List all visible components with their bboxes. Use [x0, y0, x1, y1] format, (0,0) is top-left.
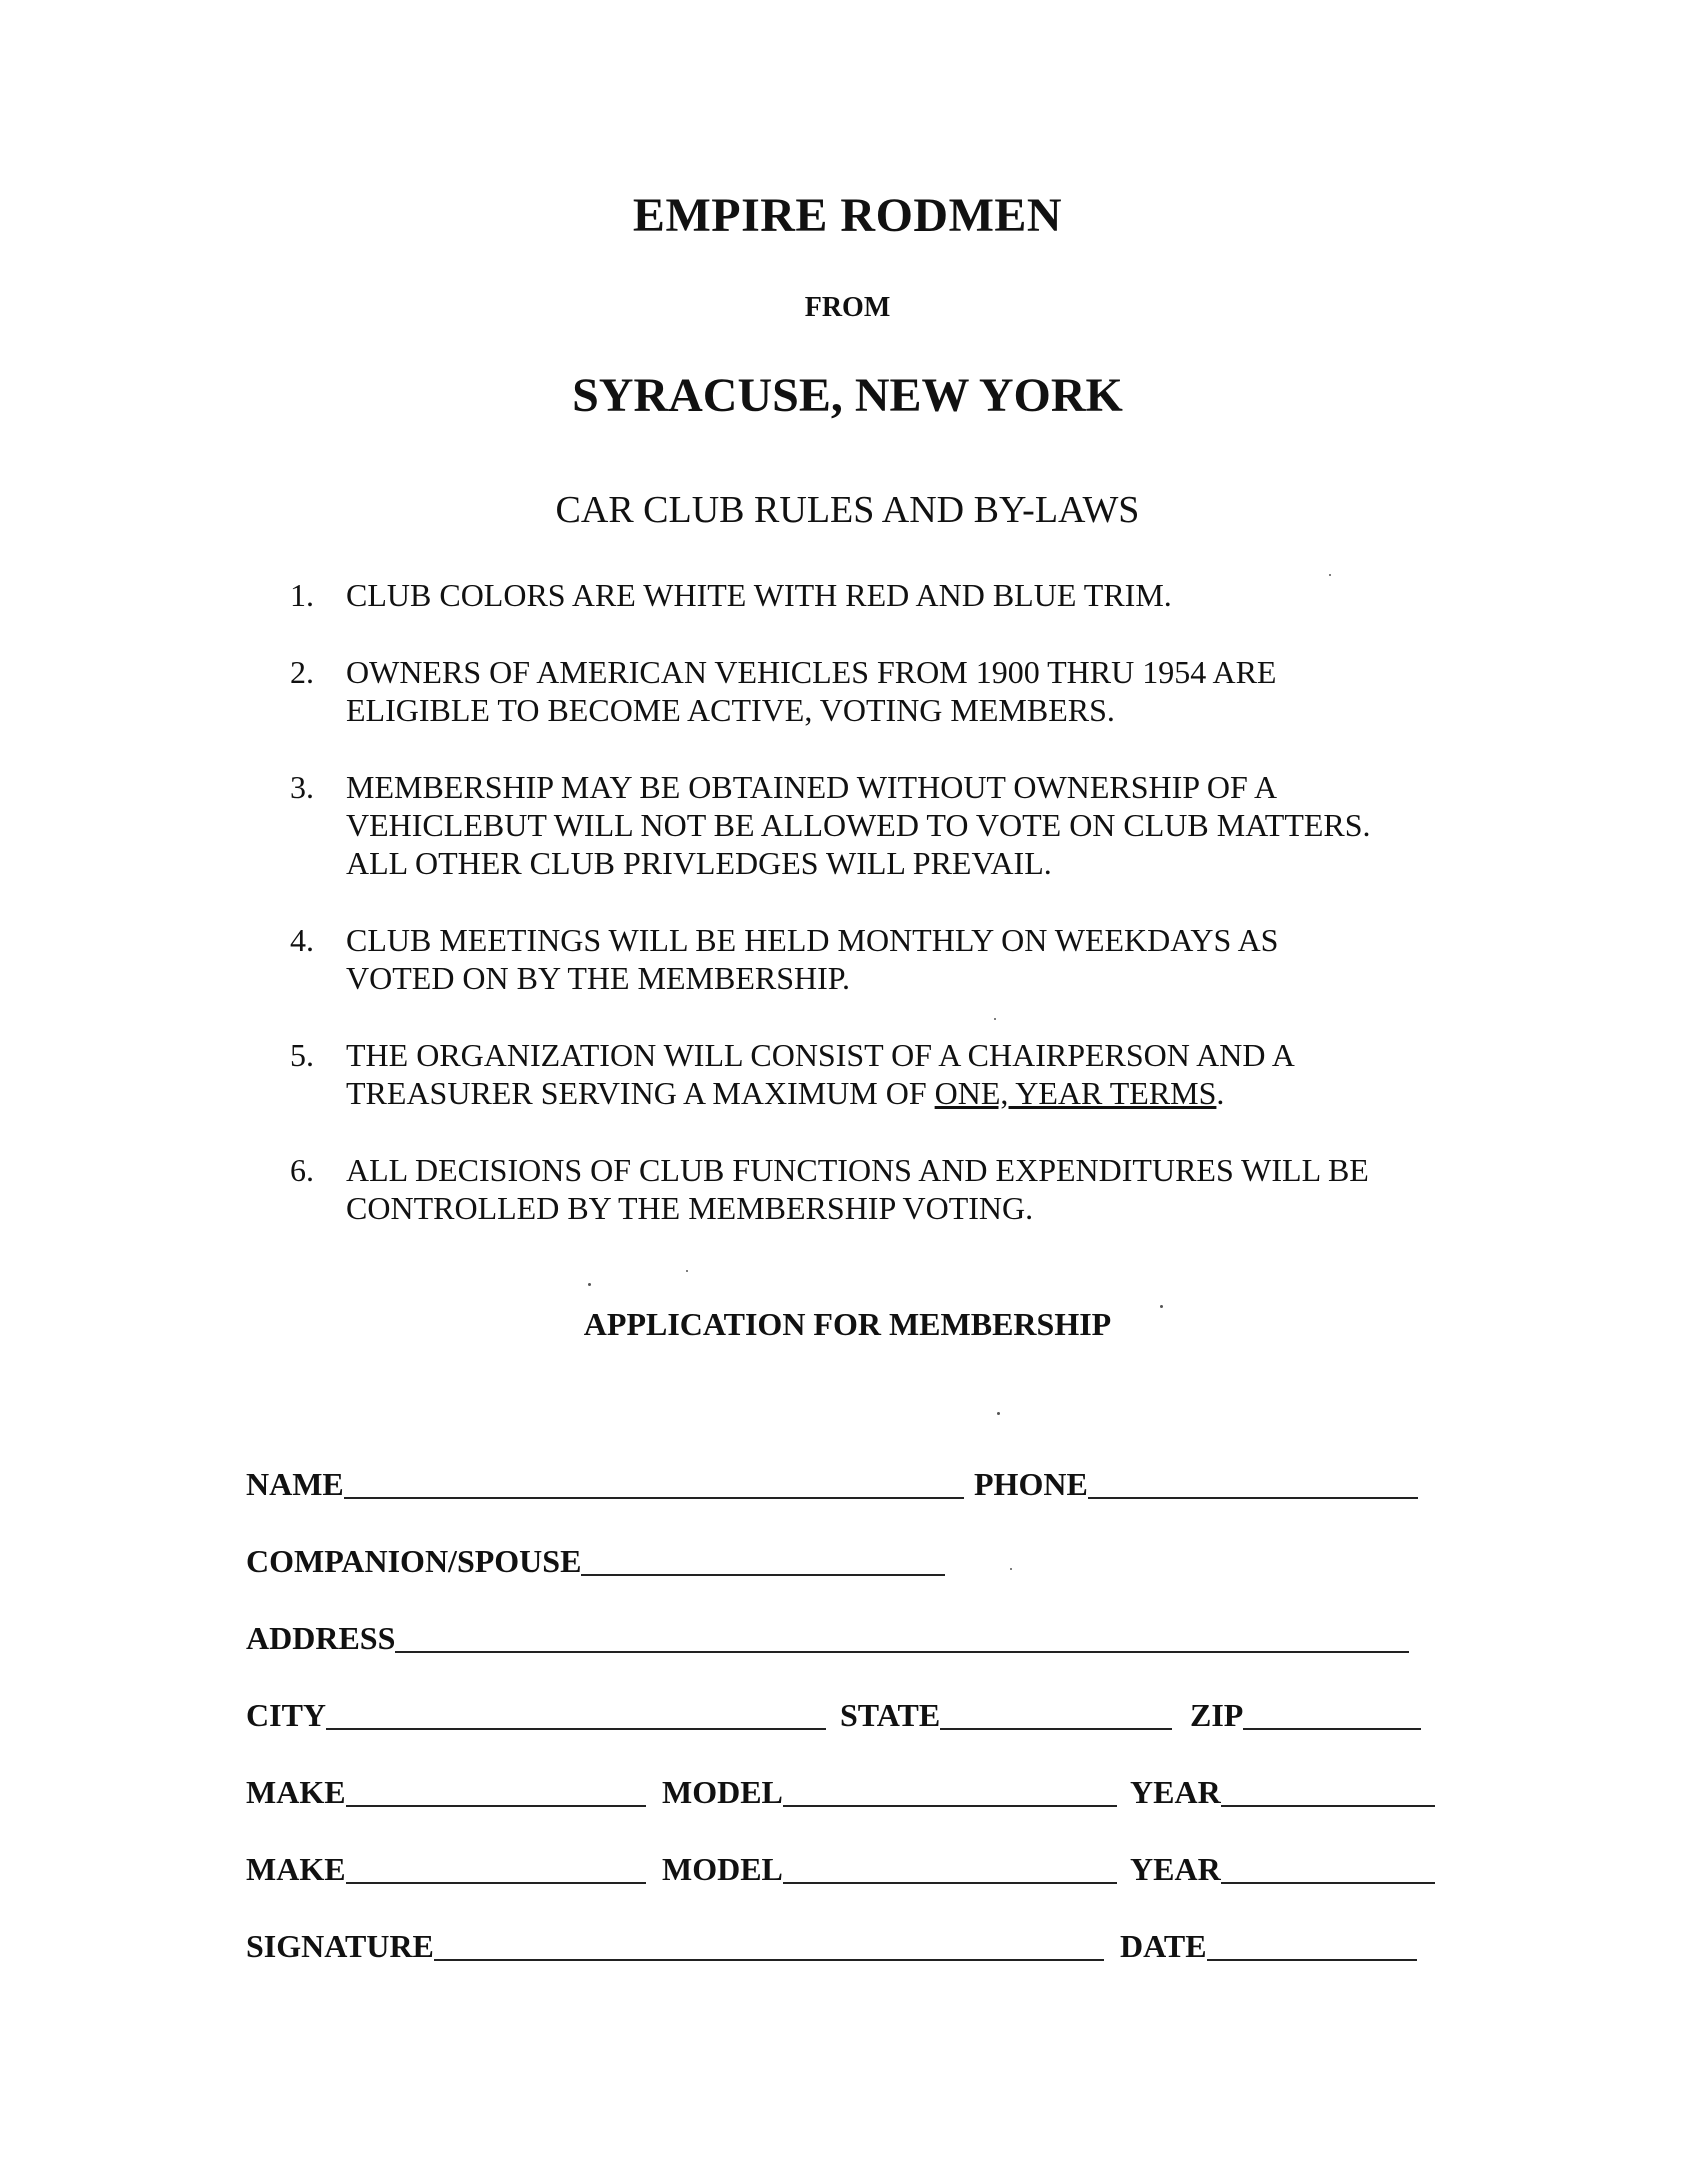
club-name-heading: EMPIRE RODMEN: [632, 189, 1063, 242]
rules-subtitle: CAR CLUB RULES AND BY-LAWS: [555, 489, 1140, 531]
rule-text-line: CLUB COLORS ARE WHITE WITH RED AND BLUE TRIM.: [346, 577, 1172, 613]
form-row-vehicle-2: [246, 1843, 1446, 1920]
term-length-emphasis: ONE, YEAR TERMS: [934, 1075, 1217, 1111]
model-input-line-1[interactable]: [783, 1769, 1117, 1807]
rule-text-line: ALL DECISIONS OF CLUB FUNCTIONS AND EXPENDITURES WILL BE: [346, 1152, 1369, 1188]
zip-field: [1190, 1689, 1421, 1733]
rule-text-line: CLUB MEETINGS WILL BE HELD MONTHLY ON WEEKDAYS AS: [346, 922, 1279, 958]
name-input-line[interactable]: [344, 1461, 964, 1499]
model-field-2: [662, 1843, 1117, 1887]
signature-field: [246, 1920, 1104, 1964]
rule-text-suffix: .: [1216, 1075, 1225, 1111]
name-label: NAME: [246, 1466, 344, 1502]
date-label: DATE: [1120, 1928, 1207, 1964]
state-field: [840, 1689, 1172, 1733]
phone-input-line[interactable]: [1088, 1461, 1418, 1499]
rule-item-2: [290, 653, 1470, 729]
state-input-line[interactable]: [940, 1692, 1172, 1730]
rule-text-line: OWNERS OF AMERICAN VEHICLES FROM 1900 THRU 1954 ARE: [346, 654, 1277, 690]
rule-item-4: [290, 921, 1470, 997]
application-title: APPLICATION FOR MEMBERSHIP: [583, 1306, 1112, 1342]
rule-number: 3.: [290, 769, 314, 805]
rule-item-6: [290, 1151, 1470, 1227]
year-label: YEAR: [1130, 1774, 1221, 1810]
scan-speck: [994, 1018, 996, 1020]
make-field-2: [246, 1843, 646, 1887]
year-field-2: [1130, 1843, 1435, 1887]
city-input-line[interactable]: [326, 1692, 826, 1730]
form-row-city-state-zip: [246, 1689, 1446, 1766]
rule-number: 5.: [290, 1037, 314, 1073]
model-input-line-2[interactable]: [783, 1846, 1117, 1884]
rule-text-prefix: TREASURER SERVING A MAXIMUM OF: [346, 1075, 935, 1111]
city-field: [246, 1689, 826, 1733]
from-label: FROM: [804, 292, 891, 323]
model-label: MODEL: [662, 1851, 783, 1887]
companion-label: COMPANION/SPOUSE: [246, 1543, 582, 1579]
address-label: ADDRESS: [246, 1620, 396, 1656]
signature-input-line[interactable]: [434, 1923, 1104, 1961]
year-input-line-1[interactable]: [1221, 1769, 1435, 1807]
form-row-companion: [246, 1535, 1446, 1612]
rule-item-1: [290, 576, 1470, 614]
state-label: STATE: [840, 1697, 941, 1733]
make-label: MAKE: [246, 1851, 346, 1887]
model-field-1: [662, 1766, 1117, 1810]
scan-speck: [686, 1270, 688, 1272]
scan-speck: [588, 1283, 591, 1286]
rule-text-line: ELIGIBLE TO BECOME ACTIVE, VOTING MEMBERS.: [346, 692, 1115, 728]
form-row-name-phone: [246, 1458, 1446, 1535]
name-field: [246, 1458, 964, 1502]
rule-number: 1.: [290, 577, 314, 613]
address-input-line[interactable]: [395, 1615, 1409, 1653]
zip-label: ZIP: [1190, 1697, 1244, 1733]
signature-label: SIGNATURE: [246, 1928, 434, 1964]
form-row-signature-date: [246, 1920, 1446, 1997]
year-input-line-2[interactable]: [1221, 1846, 1435, 1884]
year-field-1: [1130, 1766, 1435, 1810]
scan-speck: [997, 1412, 1000, 1415]
rule-item-3: [290, 768, 1470, 882]
make-input-line-1[interactable]: [346, 1769, 646, 1807]
make-label: MAKE: [246, 1774, 346, 1810]
date-field: [1120, 1920, 1417, 1964]
form-row-vehicle-1: [246, 1766, 1446, 1843]
zip-input-line[interactable]: [1243, 1692, 1421, 1730]
membership-application-form: [246, 1458, 1446, 1997]
year-label: YEAR: [1130, 1851, 1221, 1887]
scan-speck: [1329, 574, 1331, 576]
date-input-line[interactable]: [1207, 1923, 1417, 1961]
scan-speck: [1010, 1568, 1012, 1570]
rule-text-line: ALL OTHER CLUB PRIVLEDGES WILL PREVAIL.: [346, 845, 1052, 881]
companion-field: [246, 1535, 945, 1579]
rule-text-line: VEHICLEBUT WILL NOT BE ALLOWED TO VOTE ON CLUB MATTERS.: [346, 807, 1371, 843]
model-label: MODEL: [662, 1774, 783, 1810]
rule-text-line: CONTROLLED BY THE MEMBERSHIP VOTING.: [346, 1190, 1034, 1226]
rules-list: [290, 576, 1470, 1266]
rule-number: 4.: [290, 922, 314, 958]
phone-field: [974, 1458, 1418, 1502]
address-field: [246, 1612, 1409, 1656]
rule-text-line: THE ORGANIZATION WILL CONSIST OF A CHAIRPERSON AND A: [346, 1037, 1295, 1073]
city-heading: SYRACUSE, NEW YORK: [572, 369, 1123, 422]
rule-number: 6.: [290, 1152, 314, 1188]
companion-input-line[interactable]: [581, 1538, 945, 1576]
make-field-1: [246, 1766, 646, 1810]
rule-number: 2.: [290, 654, 314, 690]
make-input-line-2[interactable]: [346, 1846, 646, 1884]
rule-item-5: [290, 1036, 1470, 1112]
city-label: CITY: [246, 1697, 327, 1733]
rule-text-line: VOTED ON BY THE MEMBERSHIP.: [346, 960, 851, 996]
phone-label: PHONE: [974, 1466, 1088, 1502]
scan-speck: [1160, 1305, 1163, 1308]
form-row-address: [246, 1612, 1446, 1689]
rule-text-line: MEMBERSHIP MAY BE OBTAINED WITHOUT OWNERSHIP OF A: [346, 769, 1278, 805]
rule-text-line: [346, 1074, 1470, 1112]
